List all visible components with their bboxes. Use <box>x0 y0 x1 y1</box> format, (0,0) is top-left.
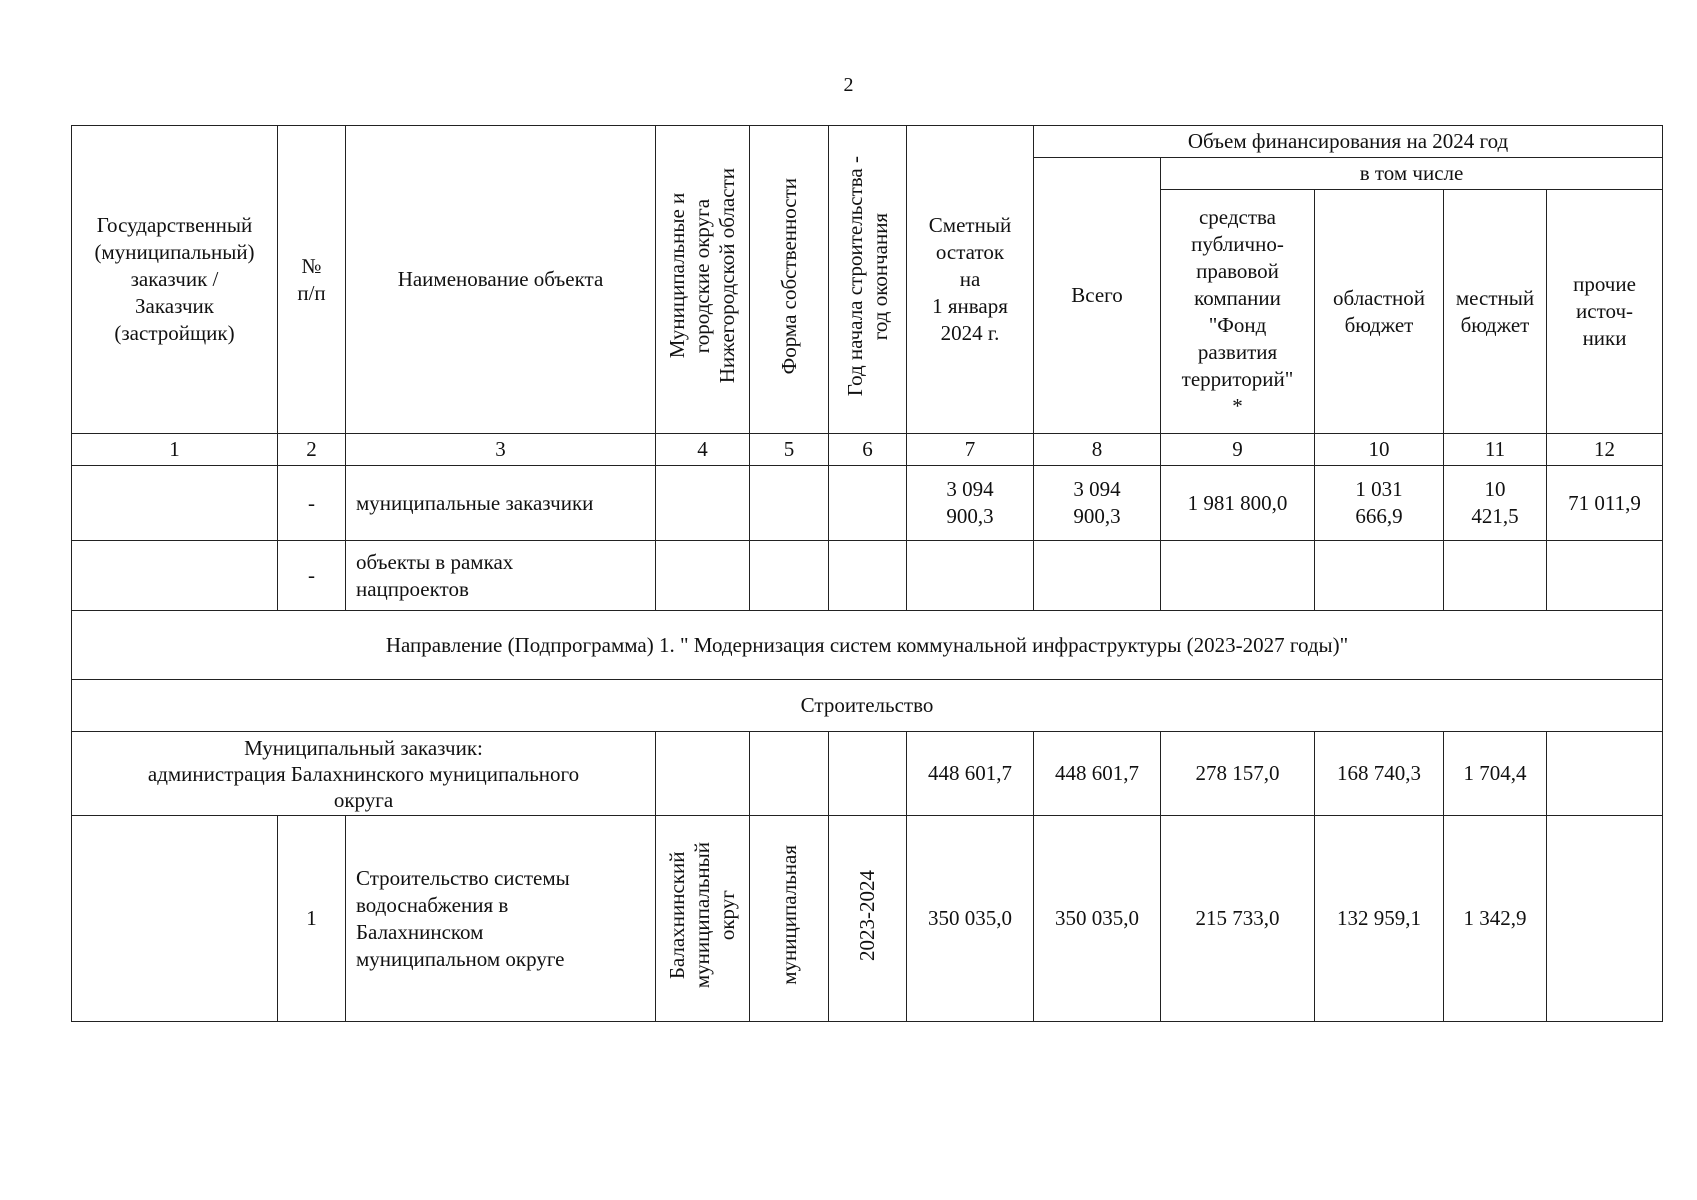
cell-ownership <box>750 466 829 541</box>
column-number: 4 <box>656 434 750 466</box>
column-number: 12 <box>1547 434 1663 466</box>
cell-district <box>656 541 750 611</box>
construction-row <box>72 680 1663 732</box>
header-total: Всего <box>1034 158 1161 434</box>
cell-years <box>829 541 907 611</box>
column-number: 5 <box>750 434 829 466</box>
cell-total: 350 035,0 <box>1034 816 1161 1022</box>
cell-ownership <box>750 541 829 611</box>
header-remainder: Сметный остаток на 1 января 2024 г. <box>907 126 1034 434</box>
direction-row <box>72 611 1663 680</box>
cell-ownership: муниципальная <box>750 816 829 1022</box>
table-row-national <box>72 541 1663 611</box>
header-ownership: Форма собственности <box>750 126 829 434</box>
financing-table <box>71 125 1663 1022</box>
cell-total: 448 601,7 <box>1034 732 1161 816</box>
header-num: № п/п <box>278 126 346 434</box>
cell-regional: 168 740,3 <box>1315 732 1444 816</box>
cell-regional: 1 031 666,9 <box>1315 466 1444 541</box>
cell-district <box>656 466 750 541</box>
cell-local <box>1444 541 1547 611</box>
cell-years <box>829 732 907 816</box>
cell-local: 1 342,9 <box>1444 816 1547 1022</box>
page-number: 2 <box>843 74 854 96</box>
cell-customer-name: Муниципальный заказчик: администрация Балахнинского муниципального округа <box>72 732 656 816</box>
cell-customer <box>72 816 278 1022</box>
cell-name: Строительство системы водоснабжения в Балахнинском муниципальном округе <box>346 816 656 1022</box>
cell-num: 1 <box>278 816 346 1022</box>
cell-local: 1 704,4 <box>1444 732 1547 816</box>
cell-remainder: 350 035,0 <box>907 816 1034 1022</box>
column-number: 11 <box>1444 434 1547 466</box>
cell-total <box>1034 541 1161 611</box>
table-row-customer <box>72 732 1663 816</box>
header-districts: Муниципальные и городские округа Нижегородской области <box>656 126 750 434</box>
header-years: Год начала строительства - год окончания <box>829 126 907 434</box>
cell-name: объекты в рамках нацпроектов <box>346 541 656 611</box>
cell-years: 2023-2024 <box>829 816 907 1022</box>
cell-remainder <box>907 541 1034 611</box>
cell-ownership <box>750 732 829 816</box>
cell-total: 3 094 900,3 <box>1034 466 1161 541</box>
cell-local: 10 421,5 <box>1444 466 1547 541</box>
cell-other <box>1547 816 1663 1022</box>
cell-district <box>656 732 750 816</box>
header-other: прочие источ- ники <box>1547 190 1663 434</box>
cell-name: муниципальные заказчики <box>346 466 656 541</box>
header-funding-title: Объем финансирования на 2024 год <box>1034 126 1663 158</box>
cell-customer <box>72 541 278 611</box>
cell-num: - <box>278 541 346 611</box>
cell-num: - <box>278 466 346 541</box>
table-row-municipal <box>72 466 1663 541</box>
header-including: в том числе <box>1161 158 1663 190</box>
column-number: 6 <box>829 434 907 466</box>
column-numbers-row <box>72 434 1663 466</box>
column-number: 10 <box>1315 434 1444 466</box>
cell-regional: 132 959,1 <box>1315 816 1444 1022</box>
cell-customer <box>72 466 278 541</box>
header-name: Наименование объекта <box>346 126 656 434</box>
header-fund: средства публично- правовой компании "Фонд развития территорий" * <box>1161 190 1315 434</box>
direction-title: Направление (Подпрограмма) 1. " Модернизация систем коммунальной инфраструктуры (2023-2027 годы)" <box>72 611 1663 680</box>
cell-remainder: 3 094 900,3 <box>907 466 1034 541</box>
header-row-1 <box>72 126 1663 158</box>
header-regional: областной бюджет <box>1315 190 1444 434</box>
cell-other: 71 011,9 <box>1547 466 1663 541</box>
cell-remainder: 448 601,7 <box>907 732 1034 816</box>
column-number: 3 <box>346 434 656 466</box>
header-customer: Государственный (муниципальный) заказчик / Заказчик (застройщик) <box>72 126 278 434</box>
column-number: 2 <box>278 434 346 466</box>
column-number: 8 <box>1034 434 1161 466</box>
cell-fund: 215 733,0 <box>1161 816 1315 1022</box>
construction-title: Строительство <box>72 680 1663 732</box>
column-number: 9 <box>1161 434 1315 466</box>
cell-fund: 278 157,0 <box>1161 732 1315 816</box>
cell-other <box>1547 732 1663 816</box>
cell-fund: 1 981 800,0 <box>1161 466 1315 541</box>
cell-regional <box>1315 541 1444 611</box>
column-number: 1 <box>72 434 278 466</box>
header-local: местный бюджет <box>1444 190 1547 434</box>
column-number: 7 <box>907 434 1034 466</box>
cell-district: Балахнинский муниципальный округ <box>656 816 750 1022</box>
cell-other <box>1547 541 1663 611</box>
table-row-object <box>72 816 1663 1022</box>
cell-fund <box>1161 541 1315 611</box>
cell-years <box>829 466 907 541</box>
